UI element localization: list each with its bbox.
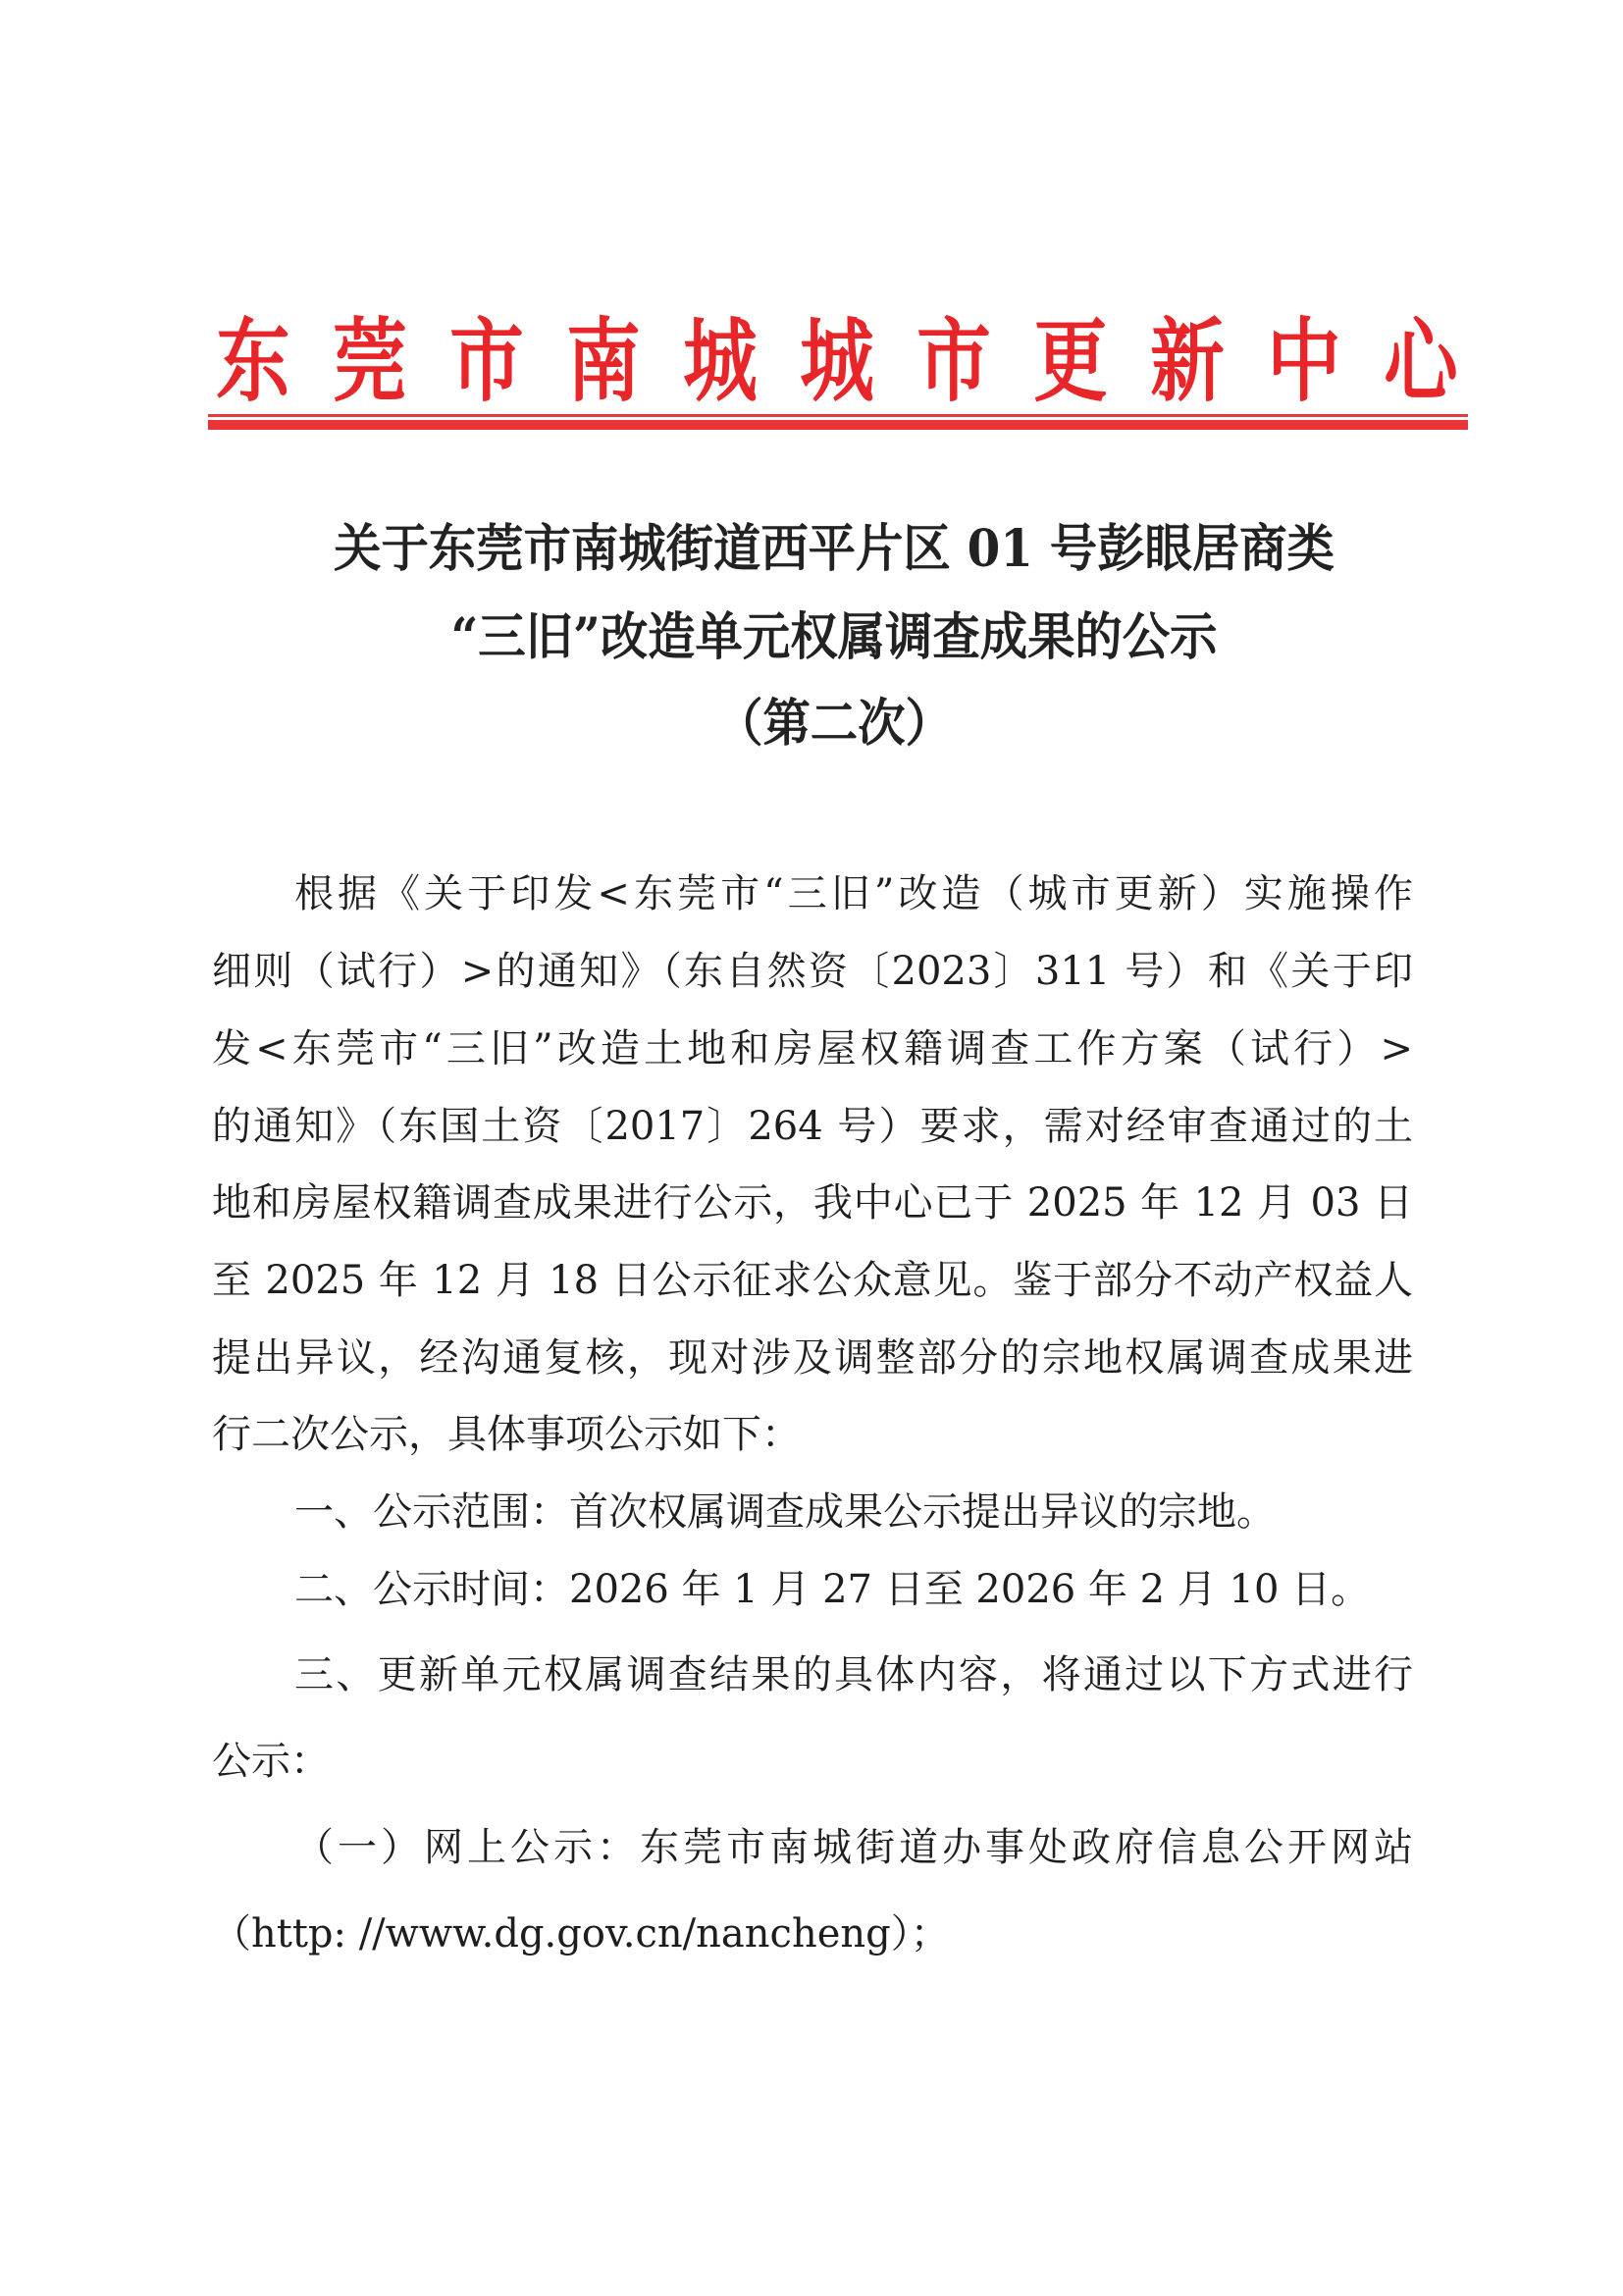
body-paragraph-line: 至 2025 年 12 月 18 日公示征求公众意见。鉴于部分不动产权益人 [212,1258,1413,1303]
notice-title-line-2: “三旧”改造单元权属调查成果的公示 [450,607,1218,667]
subitem-online-publicity-url: （http: //www.dg.gov.cn/nancheng）； [212,1911,950,1957]
letterhead-char: 中 [1267,308,1341,414]
letterhead-char: 南 [566,308,641,414]
notice-title-line-1: 关于东莞市南城街道西平片区 01 号彭眼居商类 [334,519,1335,579]
item-publicity-methods-line: 公示： [212,1739,330,1784]
letterhead-rule-thick [208,420,1468,430]
letterhead-char: 市 [449,308,524,414]
body-paragraph-line: 行二次公示，具体事项公示如下： [212,1412,801,1457]
item-publicity-methods-line: 三、更新单元权属调查结果的具体内容，将通过以下方式进行 [294,1652,1413,1697]
letterhead-rule-thin [208,414,1468,417]
letterhead-char: 市 [916,308,991,414]
letterhead-char: 莞 [333,308,407,414]
letterhead-char: 心 [1384,308,1458,414]
notice-title-line-3: （第二次） [715,694,953,754]
body-paragraph-line: 提出异议，经沟通复核，现对涉及调整部分的宗地权属调查成果进 [212,1335,1413,1381]
subitem-online-publicity-line: （一）网上公示：东莞市南城街道办事处政府信息公开网站 [294,1825,1413,1870]
letterhead-char: 更 [1033,308,1108,414]
letterhead-char: 东 [216,308,290,414]
body-paragraph-line: 地和房屋权籍调查成果进行公示，我中心已于 2025 年 12 月 03 日 [212,1180,1413,1226]
body-paragraph-line: 发<东莞市“三旧”改造土地和房屋权籍调查工作方案（试行）> [212,1026,1413,1071]
body-paragraph-line: 的通知》（东国土资〔2017〕264 号）要求，需对经审查通过的土 [212,1104,1413,1149]
item-publicity-period: 二、公示时间：2026 年 1 月 27 日至 2026 年 2 月 10 日。 [294,1567,1371,1612]
letterhead-char: 新 [1150,308,1225,414]
letterhead-char: 城 [800,308,874,414]
letterhead-org-name [208,308,1466,414]
item-publicity-scope: 一、公示范围：首次权属调查成果公示提出异议的宗地。 [294,1489,1276,1535]
body-paragraph-line: 细则（试行）>的通知》（东自然资〔2023〕311 号）和《关于印 [212,949,1413,994]
letterhead-char: 城 [683,308,758,414]
body-paragraph-line: 根据《关于印发<东莞市“三旧”改造（城市更新）实施操作 [294,871,1413,916]
